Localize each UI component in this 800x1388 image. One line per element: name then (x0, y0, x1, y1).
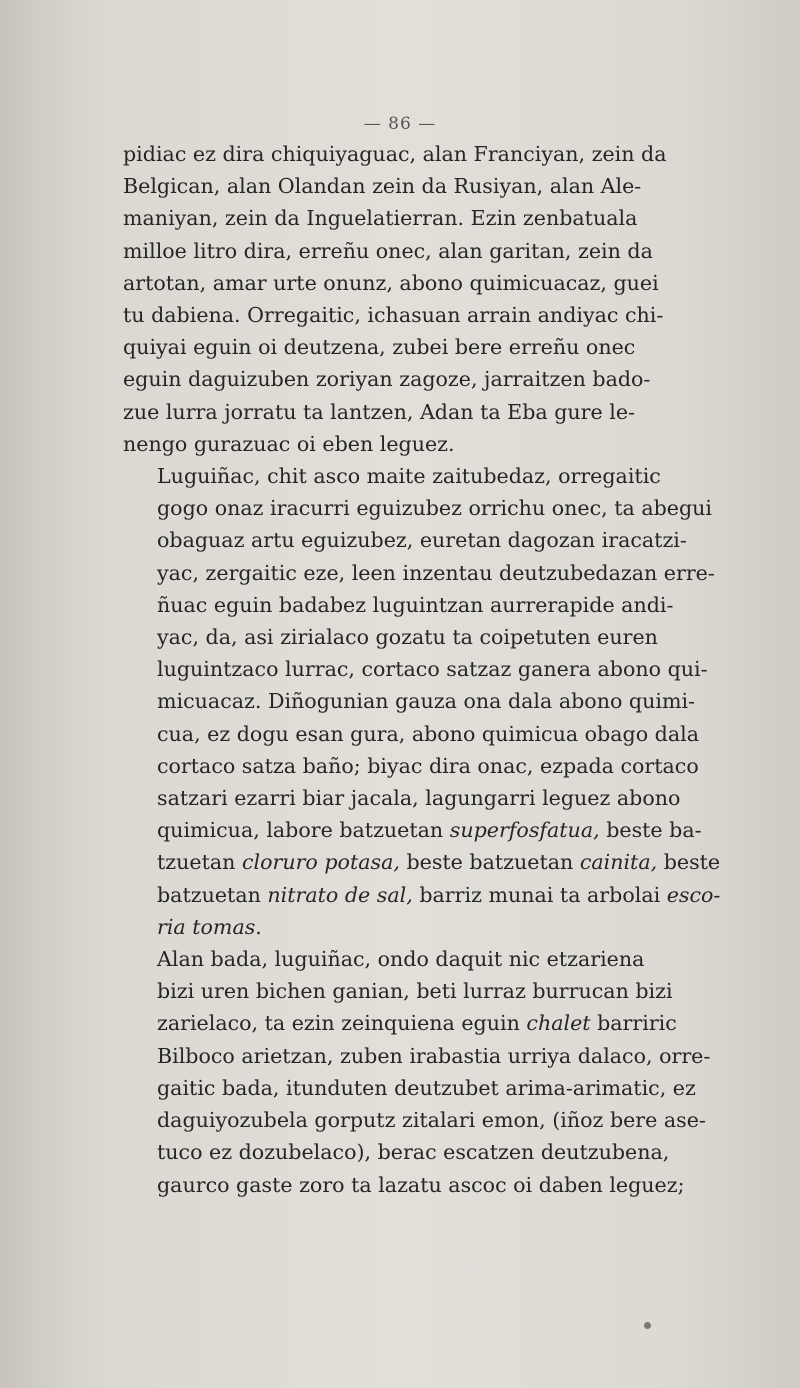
text-run: barriric (597, 1011, 677, 1036)
text-run: zarielaco, ta ezin zeinquiena eguin (157, 1011, 520, 1036)
text-line: luguintzaco lurrac, cortaco satzaz ganera abono qui- (157, 657, 708, 682)
body-text (123, 138, 763, 1201)
italic-term: ria tomas. (157, 914, 262, 939)
text-line: artotan, amar urte onunz, abono quimicuacaz, guei (123, 270, 659, 295)
text-line (123, 879, 763, 911)
text-line: eguin daguizuben zoriyan zagoze, jarraitzen bado- (123, 367, 651, 392)
text-run: tzuetan (157, 850, 236, 875)
text-line: yac, da, asi zirialaco gozatu ta coipetuten euren (157, 625, 658, 650)
text-line: Bilboco arietzan, zuben irabastia urriya dalaco, orre- (157, 1043, 711, 1068)
text-line: maniyan, zein da Inguelatierran. Ezin zenbatuala (123, 206, 638, 231)
ink-speck (644, 1322, 651, 1329)
text-line: daguiyozubela gorputz zitalari emon, (iñoz bere ase- (157, 1108, 706, 1133)
text-line: micuacaz. Diñogunian gauza ona dala abono quimi- (157, 689, 696, 714)
text-line: pidiac ez dira chiquiyaguac, alan Franciyan, zein da (123, 142, 667, 166)
paragraph-2 (123, 460, 763, 943)
text-line: cua, ez dogu esan gura, abono quimicua obago dala (157, 721, 699, 746)
italic-term: cainita, (579, 850, 658, 875)
text-line: tuco ez dozubelaco), berac escatzen deutzubena, (157, 1140, 670, 1165)
text-line: gaitic bada, itunduten deutzubet arima-arimatic, ez (157, 1075, 696, 1100)
text-line: bizi uren bichen ganian, beti lurraz burrucan bizi (157, 979, 673, 1004)
text-line: tu dabiena. Orregaitic, ichasuan arrain andiyac chi- (123, 303, 664, 328)
text-run: beste ba- (606, 818, 702, 843)
text-line: cortaco satza baño; biyac dira onac, ezpada cortaco (157, 753, 699, 778)
paragraph-3 (123, 943, 763, 1201)
italic-term: esco- (666, 882, 721, 907)
text-line: nengo gurazuac oi eben leguez. (123, 431, 455, 456)
text-line: satzari ezarri biar jacala, lagungarri leguez abono (157, 786, 681, 811)
text-line: Belgican, alan Olandan zein da Rusiyan, alan Ale- (123, 174, 642, 199)
italic-term: superfosfatua, (449, 818, 600, 843)
italic-term: chalet (526, 1011, 591, 1036)
text-line: yac, zergaitic eze, leen inzentau deutzubedazan erre- (157, 560, 715, 585)
text-line: gogo onaz iracurri eguizubez orrichu onec, ta abegui (157, 496, 713, 521)
text-line: ñuac eguin badabez luguintzan aurrerapide andi- (157, 592, 674, 617)
text-line: gaurco gaste zoro ta lazatu ascoc oi daben leguez; (157, 1172, 685, 1197)
italic-term: cloruro potasa, (241, 850, 400, 875)
text-line (123, 911, 763, 943)
text-line (123, 814, 763, 846)
text-run: beste (663, 850, 721, 875)
text-run: batzuetan (157, 882, 261, 907)
text-line: zue lurra jorratu ta lantzen, Adan ta Eba gure le- (123, 399, 635, 424)
text-line: Alan bada, luguiñac, ondo daquit nic etzariena (157, 947, 645, 972)
text-line (123, 1007, 763, 1039)
text-line: Luguiñac, chit asco maite zaitubedaz, orregaitic (157, 464, 661, 489)
text-line: milloe litro dira, erreñu onec, alan garitan, zein da (123, 238, 653, 263)
text-run: beste batzuetan (406, 850, 574, 875)
text-line: obaguaz artu eguizubez, euretan dagozan iracatzi- (157, 528, 687, 553)
text-run: quimicua, labore batzuetan (157, 818, 444, 843)
italic-term: nitrato de sal, (267, 882, 413, 907)
text-line: quiyai eguin oi deutzena, zubei bere erreñu onec (123, 335, 636, 360)
text-line (123, 846, 763, 878)
page-number: — 86 — (363, 114, 437, 134)
text-run: barriz munai ta arbolai (419, 882, 661, 907)
paragraph-1 (123, 138, 763, 460)
